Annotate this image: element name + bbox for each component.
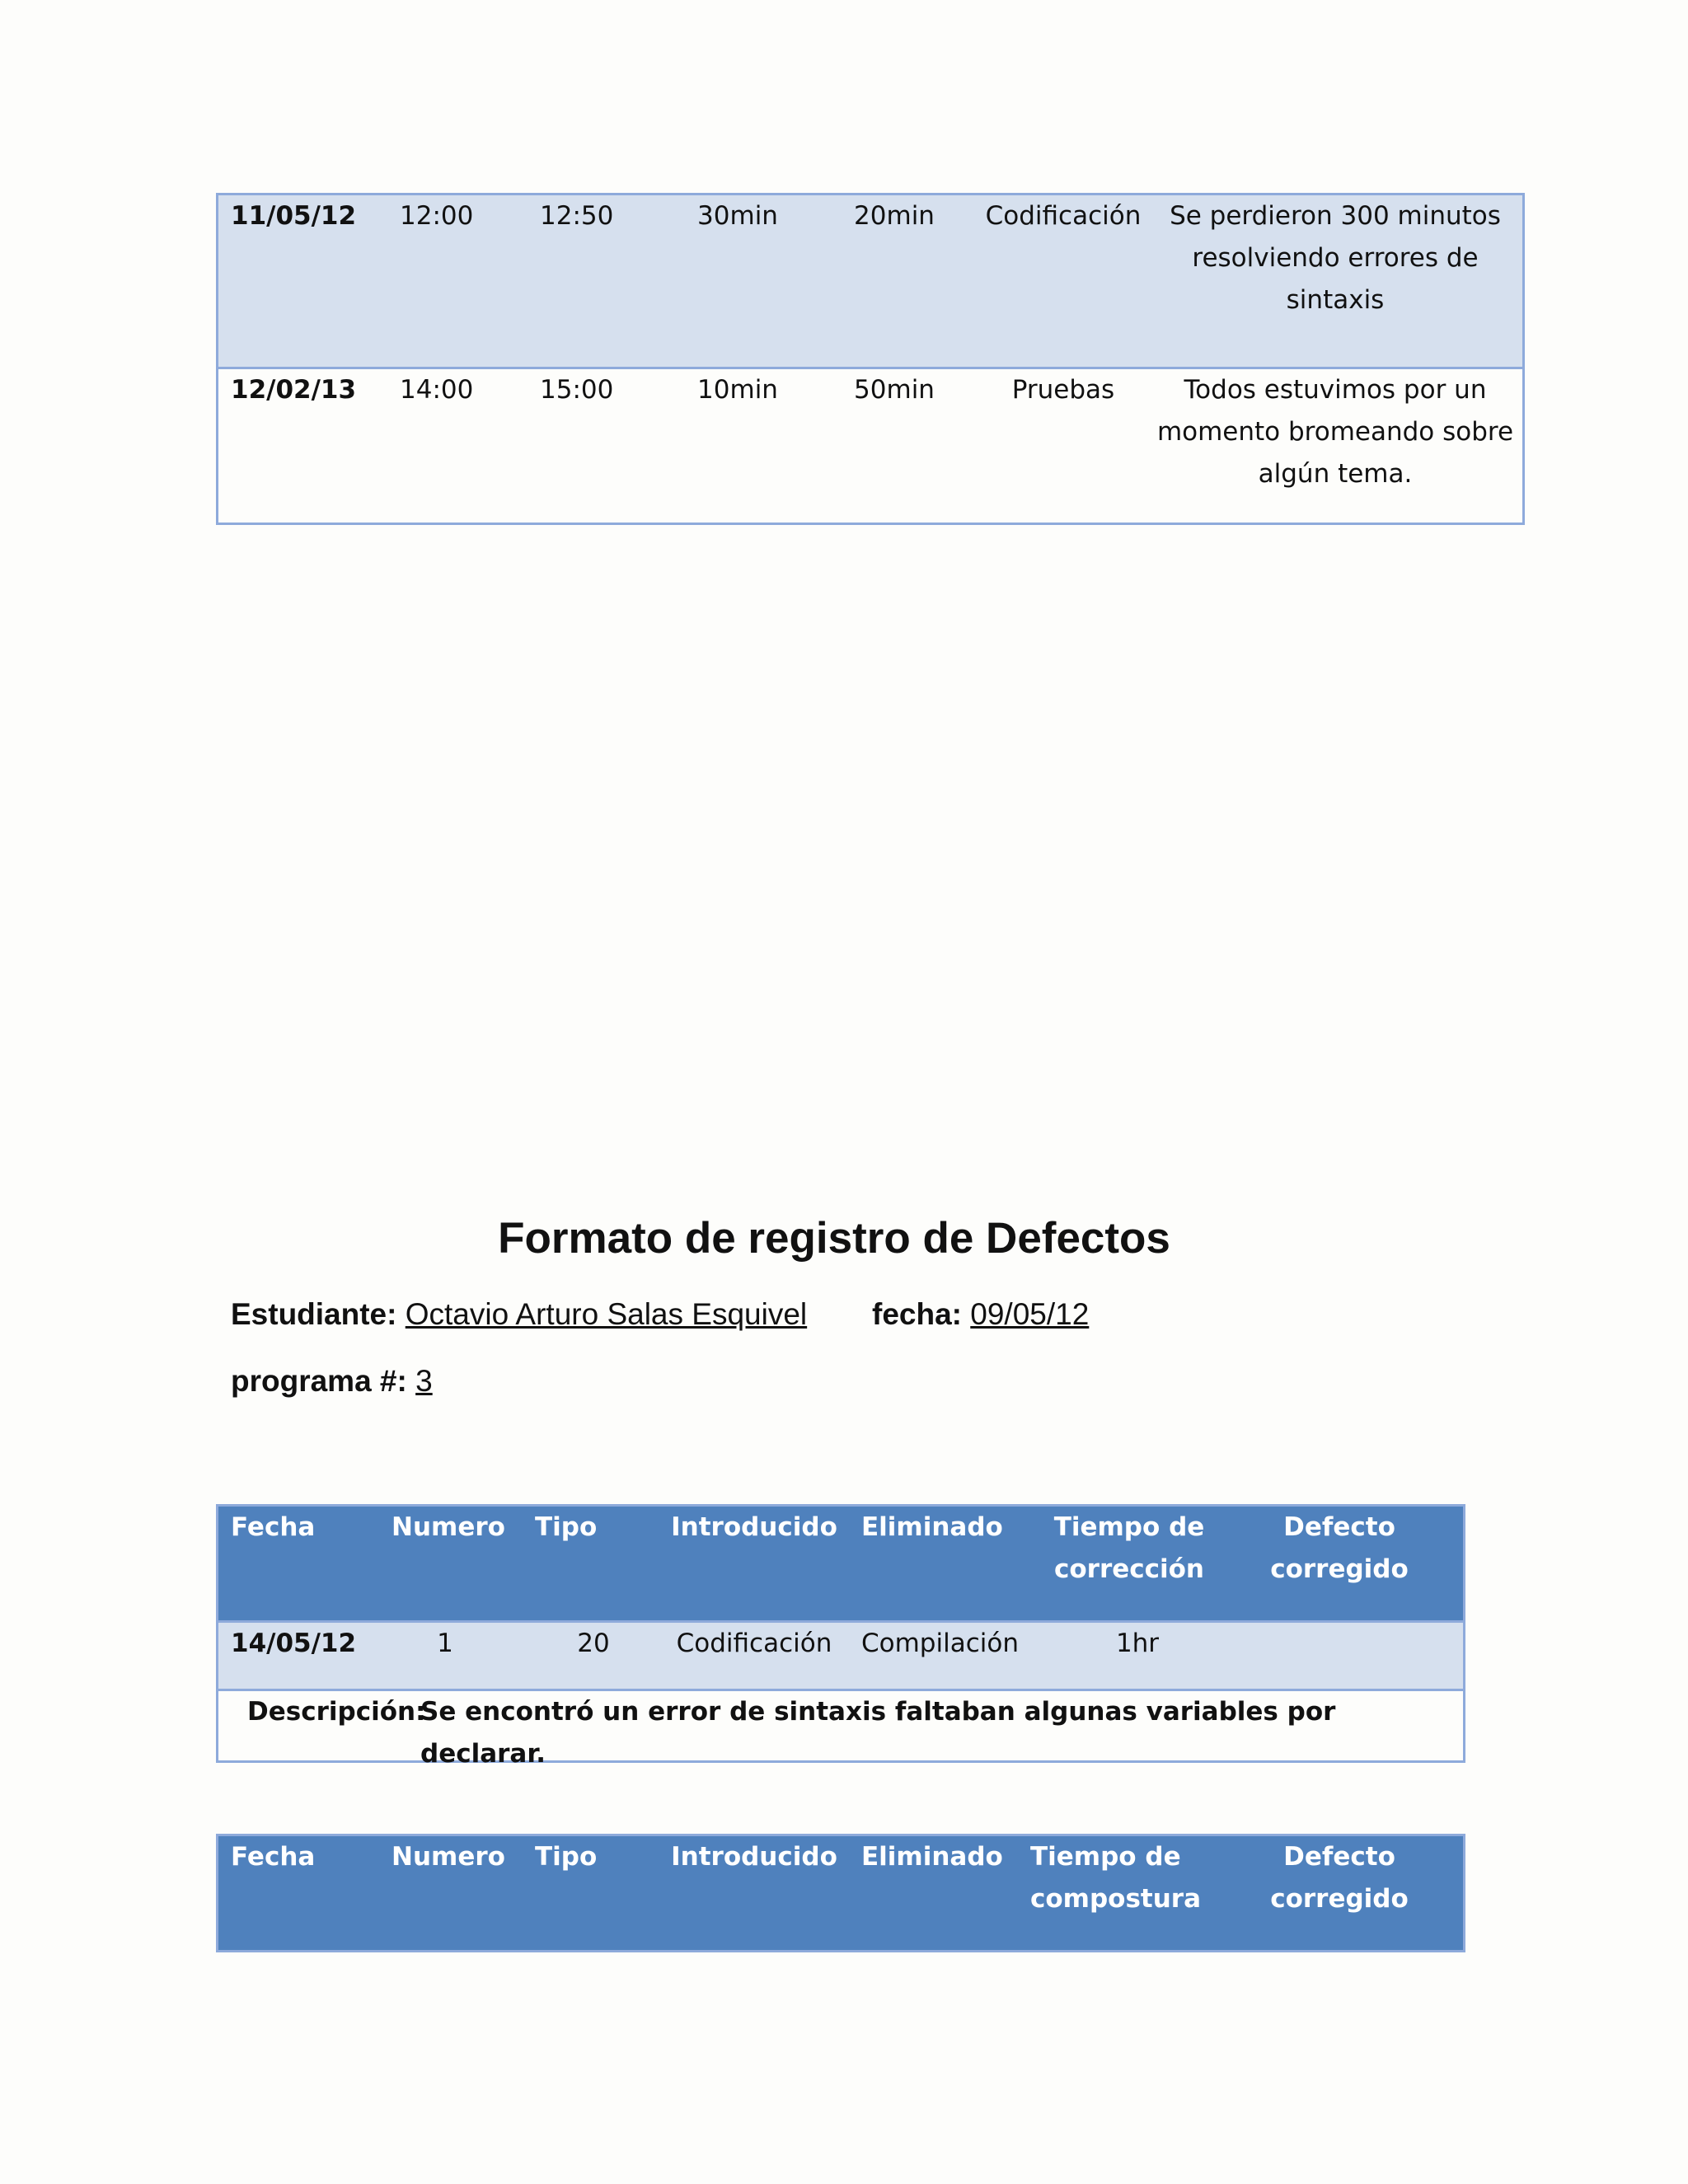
description-value: Se encontró un error de sintaxis faltaban algunas variables por declarar. [420, 1697, 1336, 1769]
time-log-end: 15:00 [540, 375, 614, 405]
header-tiempo-line2: compostura [1030, 1884, 1202, 1914]
cell-eliminado: Compilación [861, 1629, 1019, 1658]
page-title: Formato de registro de Defectos [498, 1214, 1170, 1263]
header-eliminado: Eliminado [861, 1512, 1003, 1542]
defect-description-row [218, 1691, 1463, 1769]
header-tipo: Tipo [535, 1842, 598, 1872]
header-corregido-line2: corregido [1270, 1884, 1409, 1914]
cell-numero: 1 [437, 1629, 453, 1658]
cell-tipo: 20 [577, 1629, 610, 1658]
time-log-delta: 50min [854, 375, 935, 405]
student-label: Estudiante: [231, 1297, 397, 1331]
header-corregido-line2: corregido [1270, 1554, 1409, 1584]
defect-table [216, 1504, 1465, 1769]
description-label: Descripción: [247, 1697, 426, 1727]
header-tiempo-line1: Tiempo de [1053, 1512, 1205, 1542]
header-fecha: Fecha [231, 1842, 316, 1872]
header-numero: Numero [392, 1512, 505, 1542]
header-corregido-line1: Defecto [1283, 1842, 1395, 1872]
time-log-start: 14:00 [400, 375, 474, 405]
header-corregido [1232, 1507, 1447, 1591]
time-log-table [216, 193, 1525, 525]
defect-table-header [218, 1836, 1463, 1950]
header-fecha: Fecha [231, 1512, 316, 1542]
header-tipo: Tipo [535, 1512, 598, 1542]
header-eliminado: Eliminado [861, 1842, 1003, 1872]
header-corregido [1232, 1836, 1447, 1920]
header-introducido: Introducido [671, 1512, 837, 1542]
date-label: fecha: [872, 1297, 962, 1331]
time-log-phase: Pruebas [1011, 375, 1115, 405]
header-tiempo [1030, 1836, 1220, 1920]
header-tiempo-line1: Tiempo de [1030, 1842, 1181, 1872]
cell-fecha: 14/05/12 [231, 1629, 357, 1658]
time-log-comment: Se perdieron 300 minutos resolviendo errores de sintaxis [1170, 201, 1501, 315]
header-tiempo [1034, 1507, 1224, 1591]
cell-tiempo: 1hr [1115, 1629, 1160, 1658]
header-corregido-line1: Defecto [1283, 1512, 1395, 1542]
time-log-end: 12:50 [540, 201, 614, 231]
program-label: programa #: [231, 1364, 407, 1398]
time-log-row [218, 369, 1522, 523]
header-introducido: Introducido [671, 1842, 837, 1872]
date-value: 09/05/12 [970, 1297, 1090, 1331]
time-log-start: 12:00 [400, 201, 474, 231]
defect-table-row [218, 1620, 1463, 1691]
time-log-row [218, 195, 1522, 369]
header-numero: Numero [392, 1842, 505, 1872]
date-field [872, 1297, 1089, 1332]
defect-table-header [218, 1507, 1463, 1620]
time-log-date: 12/02/13 [231, 375, 357, 405]
time-log-interruption: 30min [697, 201, 778, 231]
program-value: 3 [415, 1364, 433, 1398]
program-field [231, 1364, 433, 1399]
time-log-comment: Todos estuvimos por un momento bromeando sobre algún tema. [1156, 375, 1514, 489]
header-tiempo-line2: corrección [1053, 1554, 1205, 1584]
student-field [231, 1297, 807, 1332]
time-log-delta: 20min [854, 201, 935, 231]
defect-table [216, 1834, 1465, 1952]
time-log-phase: Codificación [985, 201, 1142, 231]
time-log-interruption: 10min [697, 375, 778, 405]
time-log-date: 11/05/12 [231, 201, 357, 231]
student-value: Octavio Arturo Salas Esquivel [405, 1297, 808, 1331]
cell-introducido: Codificación [676, 1629, 832, 1658]
